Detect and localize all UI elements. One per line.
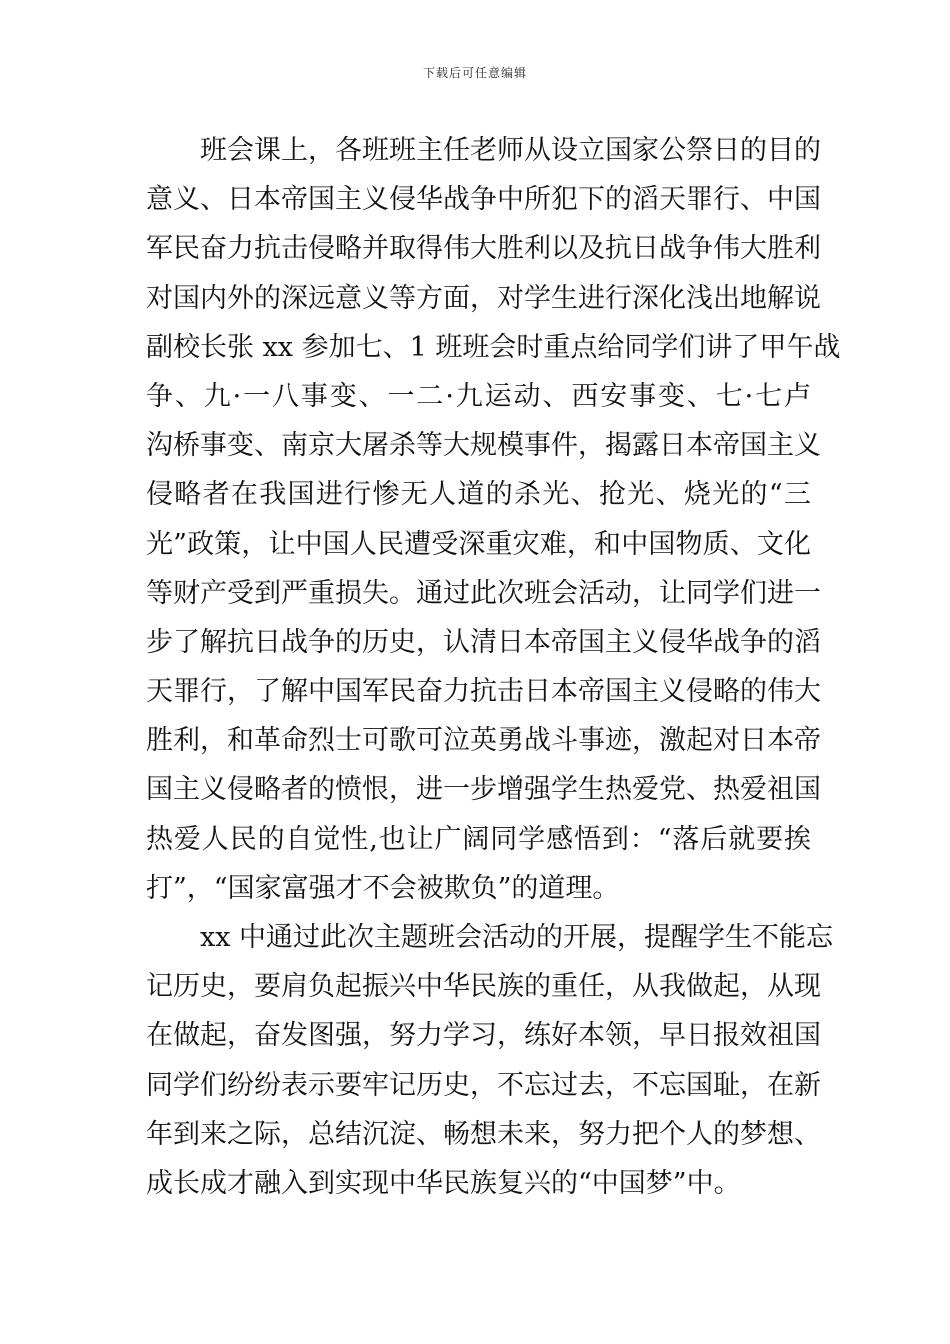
text-line: 副校长张 xx 参加七、1 班班会时重点给同学们讲了甲午战: [146, 331, 841, 363]
text-line: 意义、日本帝国主义侵华战争中所犯下的滔天罪行、中国: [146, 184, 821, 216]
text-line: 年到来之际，总结沉淀、畅想未来，努力把个人的梦想、: [146, 1118, 821, 1150]
text-line: 等财产受到严重损失。通过此次班会活动，让同学们进一: [146, 577, 821, 609]
document-body: [146, 126, 841, 1208]
text-line: 记历史，要肩负起振兴中华民族的重任，从我做起，从现: [146, 971, 821, 1003]
text-line: 成长成才融入到实现中华民族复兴的“中国梦”中。: [146, 1167, 741, 1199]
text-line: 军民奋力抗击侵略并取得伟大胜利以及抗日战争伟大胜利: [146, 233, 821, 265]
text-line: 同学们纷纷表示要牢记历史，不忘过去，不忘国耻，在新: [146, 1069, 821, 1101]
text-line: xx 中通过此次主题班会活动的开展，提醒学生不能忘: [200, 922, 834, 953]
text-line: 光”政策，让中国人民遭受深重灾难，和中国物质、文化: [146, 528, 811, 560]
text-line: 热爱人民的自觉性,也让广阔同学感悟到：“落后就要挨: [146, 823, 811, 855]
text-line: 对国内外的深远意义等方面，对学生进行深化浅出地解说: [146, 282, 821, 314]
text-line: 争、九·一八事变、一二·九运动、西安事变、七·七卢: [146, 380, 811, 412]
text-line: 打”，“国家富强才不会被欺负”的道理。: [146, 872, 620, 904]
text-line: 天罪行，了解中国军民奋力抗击日本帝国主义侵略的伟大: [146, 676, 821, 708]
text-line: 步了解抗日战争的历史，认清日本帝国主义侵华战争的滔: [146, 626, 821, 658]
page-header: 下载后可任意编辑: [422, 66, 527, 80]
text-line: 班会课上，各班班主任老师从设立国家公祭日的目的: [200, 135, 821, 166]
text-line: 在做起，奋发图强，努力学习，练好本领，早日报效祖国: [146, 1020, 821, 1052]
paragraph-1: [146, 126, 841, 913]
paragraph-2: [146, 913, 834, 1208]
text-line: 国主义侵略者的愤恨，进一步增强学生热爱党、热爱祖国: [146, 774, 821, 806]
text-line: 沟桥事变、南京大屠杀等大规模事件，揭露日本帝国主义: [146, 430, 821, 462]
text-line: 侵略者在我国进行惨无人道的杀光、抢光、烧光的“三: [146, 479, 811, 511]
text-line: 胜利，和革命烈士可歌可泣英勇战斗事迹，激起对日本帝: [146, 725, 821, 757]
